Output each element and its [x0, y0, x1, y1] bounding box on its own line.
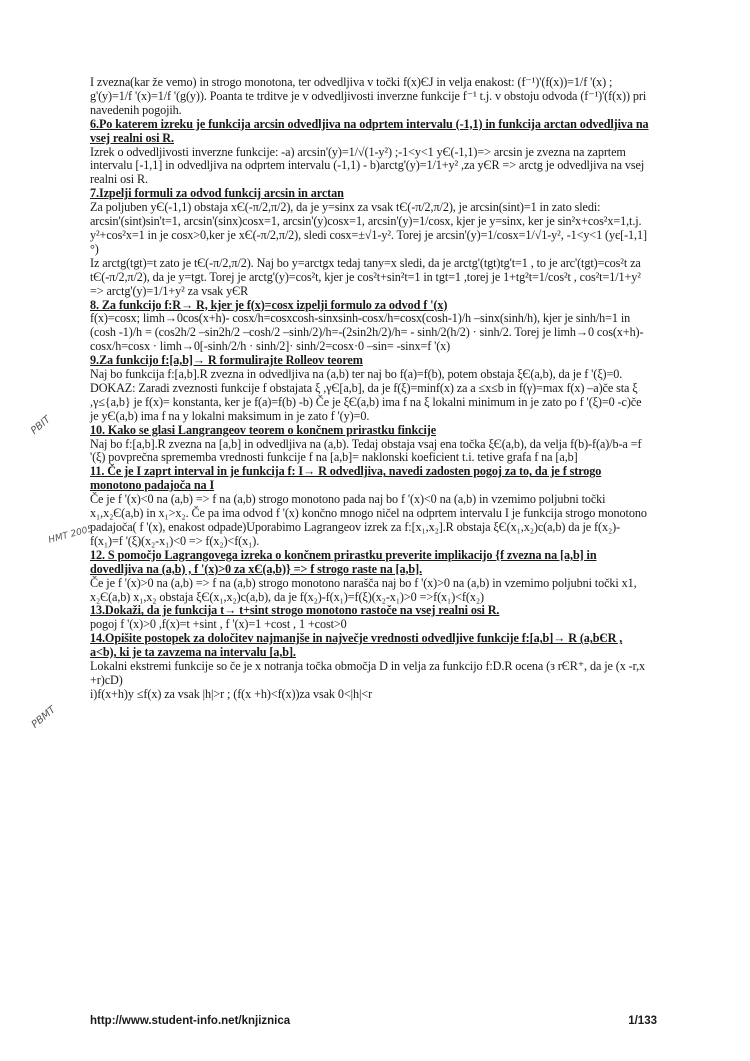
handwritten-note: HMT 2005 [47, 524, 95, 546]
paragraph: Izrek o odvedljivosti inverzne funkcije: -a) arcsin'(y)=1/√(1-y²) ;-1<y<1 yЄ(-1,1)=> arcsin je zvezna na zaprtem intervalu [-1,1] in odvedljiva na odprtem intervalu (-1,1) - b)arctg'(y)=1/1+y² ,za yЄR => arctg je odvedljiva na vsej realni osi R. [90, 144, 645, 187]
paragraph: Naj bo f:[a,b].R zvezna na [a,b] in odvedljiva na (a,b). Tedaj obstaja vsaj ena točka ξЄ(a,b), da velja f(b)-f(a)/b-a =f '(ξ) povprečna sprememba vrednosti funkcije f na [a,b]= naklonski koeficient t.i. tetive grafa f na [a,b] [90, 436, 642, 465]
paragraph: Če je f '(x)>0 na (a,b) => f na (a,b) strogo monotono narašča naj bo f '(x)>0 na (a,b) in vzemimo poljubni točki x1, x₂Є(a,b) x₁,x₂ obstaja ξЄ(x₁,x₂)c(a,b), da je f(x₂)-f(x₁)=f(ξ)(x₂-x₁)>0 =>f(x₁)<f(x₂) [90, 575, 637, 604]
paragraph: Naj bo funkcija f:[a,b].R zvezna in odvedljiva na (a,b) ter naj bo f(a)=f(b), potem obstaja ξЄ(a,b), da je f '(ξ)=0. DOKAZ: Zaradi zveznosti funkcije f obstajata ξ ,γЄ[a,b], da je f(ξ)=minf(x) za a ≤x≤b in f(γ)=max f(x) –a)če sta ξ ,γ≤{a,b} je f(x)= konstanta, ker je f(a)=f(b) -b) Če je ξЄ(a,b) ima f na ξ lokalni minimum in je zato po f '(ξ)=0 -c)če je yЄ(a,b) ima f na y lokalni maksimum in je zato f '(y)=0. [90, 367, 642, 423]
page-number: 1/133 [628, 1015, 657, 1027]
paragraph: f(x)=cosx; limh→0cos(x+h)- cosx/h=cosxcosh-sinxsinh-cosx/h=cosx(cosh-1)/h –sinx(sinh/h), kjer je sinh/h=1 in (cosh -1)/h = (cos2h/2 –sin2h/2 –cosh/2 –sinh/2)/h=-(2sin2h/2)/h= - sinh/2(h/2) · sinh/2. Torej je limh→0 cos(x+h)-cosx/h=cosx · limh→0[-sinh/2/h · sinh/2]· sinh/2=cosx·0 –sin= -sinx=f '(x) [90, 311, 644, 354]
question-heading: 11. Če je I zaprt interval in je funkcija f: I→ R odvedljiva, navedi zadosten pogoj za to, da je f strogo monotono padajoča na I [90, 464, 602, 493]
document-body [90, 76, 650, 702]
question-heading: 8. Za funkcijo f:R→ R, kjer je f(x)=cosx izpelji formulo za odvod f '(x) [90, 297, 448, 312]
paragraph: pogoj f '(x)>0 ,f(x)=t +sint , f '(x)=1 +cost , 1 +cost>0 [90, 617, 347, 632]
question-heading: 7.Izpelji formuli za odvod funkcij arcsin in arctan [90, 186, 344, 201]
question-heading: 12. S pomočjo Lagrangovega izreka o končnem prirastku preverite implikacijo {f zvezna na [a,b] in dovedljiva na (a,b) , f '(x)>0 za xЄ(a,b)} => f strogo raste na [a,b]. [90, 547, 597, 576]
paragraph: Če je f '(x)<0 na (a,b) => f na (a,b) strogo monotono pada naj bo f '(x)<0 na (a,b) in vzemimo poljubni točki x₁,x₂Є(a,b) in x₁>x₂. Če pa ima odvod f '(x) končno mnogo ničel na odprtem intervalu I je funkcija strogo monotono padajoča( f '(x), enakost odpade)Uporabimo Lagrangeov izrek za f:[x₁,x₂].R obstaja ξЄ(x₁,x₂)c(a,b) da je f(x₂)-f(x₁)=f '(ξ)(x₂-x₁)<0 => f(x₂)<f(x₁). [90, 492, 647, 548]
paragraph: Lokalni ekstremi funkcije so če je x notranja točka območja D in velja za funkcijo f:D.R ocena (з rЄR⁺, da je (x -r,x +r)cD) [90, 659, 646, 687]
paragraph: Iz arctg(tgt)=t zato je tЄ(-π/2,π/2). Naj bo y=arctgx tedaj tany=x sledi, da je arctg'(tgt)tg't=1 , to je arc'(tgt)=cos²t za tЄ(-π/2,π/2), da je y=tgt. Torej je arctg'(y)=cos²t, kjer je cos²t+sin²t=1 in tgt=1 ,torej je 1+tg²t=1/cos²t , cos²t=1/1+y² => arctg'(y)=1/1+y² za vsak yЄR [90, 255, 641, 298]
paragraph: i)f(x+h)y ≤f(x) za vsak |h|>r ; (f(x +h)<f(x))za vsak 0<|h|<r [90, 686, 373, 701]
paragraph: I zvezna(kar že vemo) in strogo monotona, ter odvedljiva v točki f(x)ЄJ in velja enakost: (f⁻¹)'(f(x))=1/f '(x) ; g'(y)=1/f '(x)=1/f '(g(y)). Poanta te trditve je v odvedljivosti inverzne funkcije f⁻¹ t.j. v obstoju odvoda (f⁻¹)'(f(x)) pri navedenih pogojih. [90, 75, 647, 117]
question-heading: 10. Kako se glasi Langrangeov teorem o končnem prirastku finkcije [90, 422, 437, 437]
question-heading: 13.Dokaži, da je funkcija t→ t+sint strogo monotono rastoče na vsej realni osi R. [90, 603, 500, 618]
question-heading: 6.Po katerem izreku je funkcija arcsin odvedljiva na odprtem intervalu (-1,1) in funkcija arctan odvedljiva na vsej realni osi R. [90, 116, 649, 145]
question-heading: 9.Za funkcijo f:[a,b]→ R formulirajte Rolleov teorem [90, 353, 363, 368]
handwritten-note: PBMT [29, 704, 58, 731]
paragraph: Za poljuben yЄ(-1,1) obstaja xЄ(-π/2,π/2), da je y=sinx za vsak tЄ(-π/2,π/2), je arcsin(sint)=1 in zato sledi: arcsin'(sint)sin't=1, arcsin'(sinx)cosx=1, arcsin'(y)cosx=1, arcsin'(y)=1/cosx, kjer je y=sinx, ker je sin²x+cos²x=1,t.j. y²+cos²x=1 in je cosx>0,ker je xЄ(-π/2,π/2), sledi cosx=±√1-y². Torej je arcsin'(y)=1/cosx=1/√1-y², -1<y<1 (yє[-1,1]°) [90, 200, 647, 256]
handwritten-note: PBIT [29, 414, 53, 437]
question-heading: 14.Opišite postopek za določitev najmanjše in največje vrednosti odvedljive funkcije f:[a,b]→ R (a,bЄR , a<b), ki je ta zavzema na intervalu [a,b]. [90, 631, 623, 660]
footer-url-link[interactable]: http://www.student-info.net/knjiznica [90, 1015, 291, 1027]
